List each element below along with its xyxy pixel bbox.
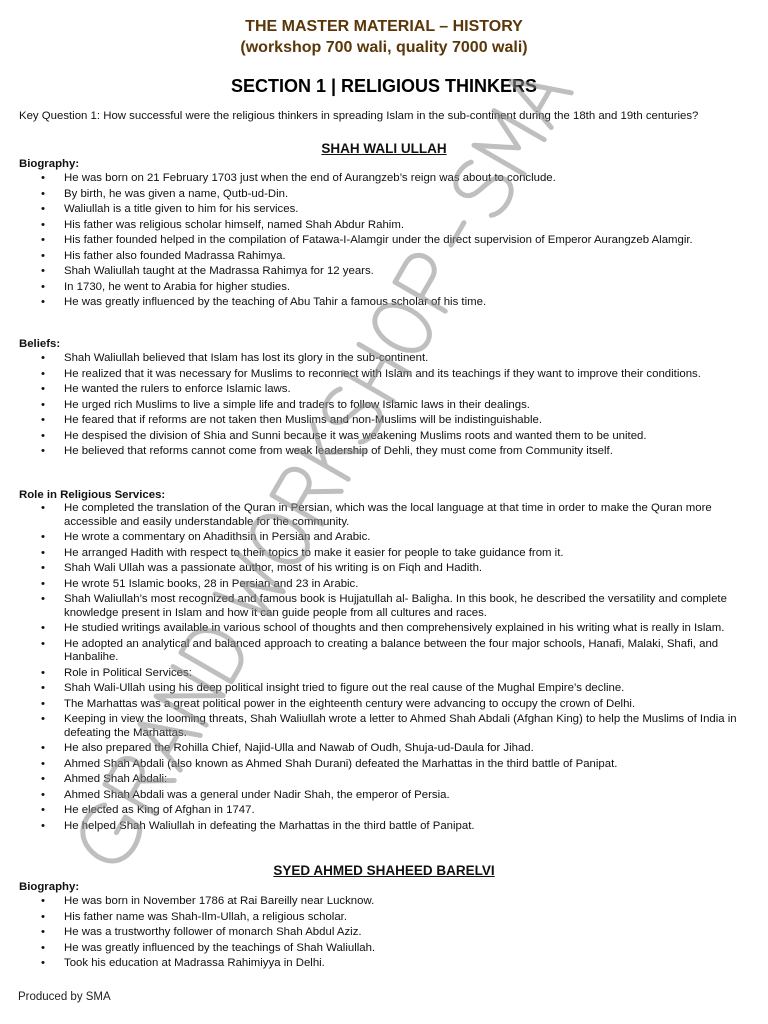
- list-item: • He wrote a commentary on Ahadithsin in Persian and Arabic.: [0, 531, 750, 545]
- list-item: • Shah Waliullah believed that Islam has lost its glory in the sub-continent.: [0, 352, 750, 366]
- list-item: • He wrote 51 Islamic books, 28 in Persian and 23 in Arabic.: [0, 578, 750, 592]
- role-label: Role in Religious Services:: [19, 489, 166, 501]
- list-item: • He arranged Hadith with respect to their topics to make it easier for people to take guidance from it.: [0, 547, 750, 561]
- list-item: • He wanted the rulers to enforce Islamic laws.: [0, 383, 750, 397]
- shah-wali-ullah-heading: SHAH WALI ULLAH: [321, 141, 447, 156]
- list-item: • The Marhattas was a great political power in the eighteenth century were advancing to occupy the crown of Delhi.: [0, 698, 750, 712]
- list-item: • He elected as King of Afghan in 1747.: [0, 804, 750, 818]
- list-item: • Shah Waliullah taught at the Madrassa Rahimya for 12 years.: [0, 265, 750, 279]
- list-item: • Keeping in view the looming threats, Shah Waliullah wrote a letter to Ahmed Shah Abdali (Afghan King) to help the Muslims of India in defeating the Marhattas.: [0, 713, 750, 740]
- syed-ahmed-heading: SYED AHMED SHAHEED BARELVI: [273, 863, 495, 878]
- list-item: • By birth, he was given a name, Qutb-ud-Din.: [0, 188, 750, 202]
- list-item: • Role in Political Services:: [0, 667, 750, 681]
- list-item: • Shah Wali Ullah was a passionate author, most of his writing is on Fiqh and Hadith.: [0, 562, 750, 576]
- list-item: • He feared that if reforms are not taken then Muslims and non-Muslims will be indistinguishable.: [0, 414, 750, 428]
- document-title: THE MASTER MATERIAL – HISTORY: [245, 18, 523, 35]
- list-item: • Waliullah is a title given to him for his services.: [0, 203, 750, 217]
- list-item: • He also prepared the Rohilla Chief, Najid-Ulla and Nawab of Oudh, Shuja-ud-Daula for Jihad.: [0, 742, 750, 756]
- list-item: • His father founded helped in the compilation of Fatawa-I-Alamgir under the direct supervision of Emperor Aurangzeb Alamgir.: [0, 234, 750, 248]
- list-item: • He despised the division of Shia and Sunni because it was weakening Muslims roots and wanted them to be united.: [0, 430, 750, 444]
- list-item: • His father name was Shah-Ilm-Ullah, a religious scholar.: [0, 911, 750, 925]
- document-subtitle: (workshop 700 wali, quality 7000 wali): [240, 39, 528, 56]
- list-item: • His father also founded Madrassa Rahimya.: [0, 250, 750, 264]
- biography-label: Biography:: [19, 881, 80, 893]
- list-item: • He completed the translation of the Quran in Persian, which was the local language at that time in order to make the Quran more accessible and easily understandable for the community.: [0, 502, 750, 529]
- list-item: • He believed that reforms cannot come from weak leadership of Dehli, they must come from Community itself.: [0, 445, 750, 459]
- list-item: • Ahmed Shah Abdali (also known as Ahmed Shah Durani) defeated the Marhattas in the third battle of Panipat.: [0, 758, 750, 772]
- list-item: • Ahmed Shah Abdali:: [0, 773, 750, 787]
- list-item: • He was born on 21 February 1703 just when the end of Aurangzeb’s reign was about to conclude.: [0, 172, 750, 186]
- list-item: • He was born in November 1786 at Rai Bareilly near Lucknow.: [0, 895, 750, 909]
- swu-role-list: [0, 502, 750, 835]
- syed-ahmed-biography-list: [0, 895, 750, 973]
- footer-credit: Produced by SMA: [18, 991, 111, 1003]
- biography-label: Biography:: [19, 158, 80, 170]
- list-item: • Shah Waliullah’s most recognized and famous book is Hujjatullah al- Baligha. In this book, he described the versatility and complete knowledge present in Islam and how it can guide people from all cultures and races.: [0, 593, 750, 620]
- list-item: • Ahmed Shah Abdali was a general under Nadir Shah, the emperor of Persia.: [0, 789, 750, 803]
- list-item: • He realized that it was necessary for Muslims to reconnect with Islam and its teachings if they want to improve their conditions.: [0, 368, 750, 382]
- swu-biography-list: [0, 172, 750, 312]
- list-item: • In 1730, he went to Arabia for higher studies.: [0, 281, 750, 295]
- list-item: • Took his education at Madrassa Rahimiyya in Delhi.: [0, 957, 750, 971]
- list-item: • He was greatly influenced by the teachings of Shah Waliullah.: [0, 942, 750, 956]
- section-title: SECTION 1 | RELIGIOUS THINKERS: [230, 76, 538, 96]
- key-question: Key Question 1: How successful were the religious thinkers in spreading Islam in the sub-continent during the 18th and 19th centuries?: [19, 110, 699, 122]
- swu-beliefs-list: [0, 352, 750, 461]
- list-item: • He was a trustworthy follower of monarch Shah Abdul Aziz.: [0, 926, 750, 940]
- list-item: • His father was religious scholar himself, named Shah Abdur Rahim.: [0, 219, 750, 233]
- list-item: • He studied writings available in various school of thoughts and then comprehensively explained in his writing what is really in Islam.: [0, 622, 750, 636]
- beliefs-label: Beliefs:: [19, 338, 61, 350]
- list-item: • He adopted an analytical and balanced approach to creating a balance between the four major schools, Hanafi, Malaki, Shafi, and Hanbalihe.: [0, 638, 750, 665]
- list-item: • He helped Shah Waliullah in defeating the Marhattas in the third battle of Panipat.: [0, 820, 750, 834]
- list-item: • He urged rich Muslims to live a simple life and traders to follow Islamic laws in their dealings.: [0, 399, 750, 413]
- list-item: • Shah Wali-Ullah using his deep political insight tried to figure out the real cause of the Mughal Empire’s decline.: [0, 682, 750, 696]
- list-item: • He was greatly influenced by the teaching of Abu Tahir a famous scholar of his time.: [0, 296, 750, 310]
